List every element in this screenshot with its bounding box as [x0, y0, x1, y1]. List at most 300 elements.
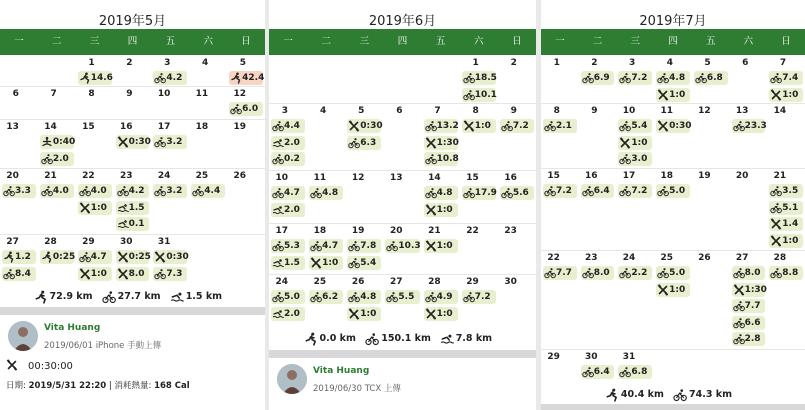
- day-number[interactable]: 10: [157, 89, 171, 99]
- activity-chip[interactable]: [271, 307, 305, 321]
- day-number[interactable]: 10: [275, 173, 289, 183]
- activity-value: 5.3: [284, 241, 300, 251]
- day-number[interactable]: 6: [396, 106, 403, 116]
- weekday-label: 一: [555, 36, 565, 47]
- month-panel: [541, 0, 805, 410]
- activity-chip[interactable]: [581, 266, 615, 280]
- day-number[interactable]: 26: [698, 253, 711, 263]
- day-number[interactable]: 20: [735, 171, 749, 181]
- activity-chip[interactable]: [581, 71, 615, 85]
- activity-chip[interactable]: [618, 266, 652, 280]
- month-title: 2019年6月: [368, 14, 437, 29]
- day-number[interactable]: 19: [351, 226, 365, 236]
- day-number[interactable]: 15: [82, 122, 95, 132]
- activity-chip[interactable]: [78, 184, 112, 198]
- activity-chip[interactable]: [271, 256, 305, 270]
- activity-value: 1:0: [474, 121, 491, 131]
- day-number[interactable]: 6: [12, 89, 19, 99]
- day-number[interactable]: 4: [319, 106, 327, 116]
- day-number[interactable]: 19: [233, 122, 247, 132]
- activity-chip[interactable]: [462, 186, 496, 200]
- day-number[interactable]: 3: [629, 58, 636, 68]
- day-number[interactable]: 30: [585, 352, 598, 362]
- activity-chip[interactable]: [500, 119, 534, 133]
- section-divider: [541, 404, 805, 410]
- activity-chip[interactable]: [271, 186, 305, 200]
- activity-chip[interactable]: [543, 184, 577, 198]
- day-number[interactable]: 31: [157, 237, 171, 247]
- day-number[interactable]: 24: [157, 171, 171, 181]
- activity-value: 18.5: [474, 73, 497, 83]
- activity-chip[interactable]: [347, 136, 381, 150]
- activity-value: 0:30: [128, 137, 151, 147]
- day-number[interactable]: 23: [119, 171, 133, 181]
- activity-chip[interactable]: [462, 88, 496, 102]
- activity-chip[interactable]: [656, 119, 690, 133]
- activity-chip[interactable]: [462, 71, 496, 85]
- activity-value: 2.8: [744, 334, 761, 344]
- activity-chip[interactable]: [116, 250, 150, 264]
- activity-value: 0:30: [360, 121, 383, 131]
- day-number[interactable]: 22: [466, 226, 479, 236]
- bicycle-icon: [310, 291, 322, 303]
- activity-chip[interactable]: [732, 299, 766, 313]
- activity-chip[interactable]: [309, 290, 343, 304]
- bicycle-icon: [117, 185, 129, 197]
- activity-chip[interactable]: [424, 152, 458, 166]
- activity-chip[interactable]: [78, 71, 112, 85]
- activity-chip[interactable]: [153, 135, 187, 149]
- activity-value: 6.0: [242, 104, 259, 114]
- activity-chip[interactable]: [618, 365, 652, 379]
- bicycle-icon: [770, 185, 782, 197]
- day-number[interactable]: 27: [735, 253, 749, 263]
- day-number[interactable]: 14: [773, 106, 787, 116]
- activity-chip[interactable]: [309, 186, 343, 200]
- month-totals: [269, 331, 536, 347]
- weekday-label: 二: [321, 36, 331, 47]
- dumbbell-icon: [117, 136, 129, 148]
- activity-chip[interactable]: [347, 256, 381, 270]
- activity-value: 10.3: [398, 241, 421, 251]
- activity-chip[interactable]: [2, 184, 36, 198]
- day-number[interactable]: 8: [88, 89, 95, 99]
- activity-chip[interactable]: [618, 184, 652, 198]
- activity-chip[interactable]: [271, 119, 305, 133]
- activity-chip[interactable]: [153, 267, 187, 281]
- day-number[interactable]: 12: [233, 89, 247, 99]
- activity-value: 6.3: [360, 137, 377, 148]
- bicycle-icon: [310, 240, 322, 252]
- activity-chip[interactable]: [271, 136, 305, 150]
- activity-chip[interactable]: [40, 184, 74, 198]
- activity-chip[interactable]: [116, 217, 150, 231]
- activity-value: 14.6: [90, 73, 113, 83]
- day-number[interactable]: 18: [313, 226, 327, 236]
- activity-chip[interactable]: [424, 203, 458, 217]
- day-number[interactable]: 18: [195, 122, 209, 132]
- activity-chip[interactable]: [347, 119, 381, 133]
- activity-value: 1:30: [436, 137, 459, 148]
- activity-chip[interactable]: [618, 136, 652, 150]
- bicycle-icon: [425, 291, 437, 303]
- activity-chip[interactable]: [618, 119, 652, 133]
- activity-chip[interactable]: [424, 136, 458, 150]
- activity-chip[interactable]: [424, 119, 458, 133]
- month-totals: [541, 387, 805, 403]
- activity-chip[interactable]: [656, 88, 690, 102]
- day-number[interactable]: 13: [389, 173, 403, 183]
- bicycle-icon: [619, 185, 631, 197]
- activity-chip[interactable]: [769, 71, 803, 85]
- bicycle-icon: [79, 185, 91, 197]
- activity-value: 3.3: [15, 186, 31, 196]
- activity-chip[interactable]: [229, 71, 263, 85]
- dumbbell-icon: [733, 284, 745, 296]
- day-number[interactable]: 21: [773, 171, 787, 181]
- activity-chip[interactable]: [732, 266, 766, 280]
- activity-chip[interactable]: [271, 152, 305, 166]
- weekday-label: 一: [14, 36, 24, 47]
- week-divider: [269, 103, 536, 104]
- activity-value: 5.0: [284, 292, 300, 302]
- day-number[interactable]: 9: [510, 106, 517, 116]
- day-number[interactable]: 11: [660, 106, 673, 116]
- day-number[interactable]: 8: [472, 106, 479, 116]
- bicycle-icon: [544, 267, 556, 279]
- activity-value: 1:0: [782, 89, 799, 100]
- week-divider: [0, 119, 265, 120]
- activity-value: 7.8: [360, 241, 377, 251]
- day-number[interactable]: 12: [698, 106, 711, 116]
- activity-chip[interactable]: [543, 119, 577, 133]
- weekday-label: 日: [512, 36, 522, 47]
- runner-icon: [3, 251, 15, 263]
- activity-chip[interactable]: [116, 135, 150, 149]
- bicycle-icon: [272, 240, 284, 252]
- activity-chip[interactable]: [769, 201, 803, 215]
- day-number[interactable]: 10: [622, 106, 636, 116]
- activity-chip[interactable]: [462, 290, 496, 304]
- activity-chip[interactable]: [271, 290, 305, 304]
- activity-chip[interactable]: [732, 332, 766, 346]
- activity-value: 8.8: [782, 268, 799, 278]
- day-number[interactable]: 4: [201, 58, 209, 68]
- week-divider: [0, 168, 265, 169]
- day-number[interactable]: 11: [313, 173, 327, 183]
- day-number[interactable]: 21: [44, 171, 57, 181]
- day-number[interactable]: 23: [585, 253, 598, 263]
- bicycle-icon: [501, 187, 513, 199]
- activity-chip[interactable]: [581, 184, 615, 198]
- day-number[interactable]: 1: [472, 58, 479, 68]
- dumbbell-icon: [348, 120, 360, 132]
- day-number[interactable]: 23: [504, 226, 517, 236]
- activity-value: 5.4: [360, 257, 377, 268]
- day-number[interactable]: 4: [666, 58, 673, 68]
- day-number[interactable]: 28: [773, 253, 787, 263]
- activity-value: 6.6: [744, 317, 761, 328]
- activity-chip[interactable]: [347, 239, 381, 253]
- day-number[interactable]: 28: [428, 277, 441, 287]
- runner-icon: [230, 72, 242, 84]
- avatar[interactable]: [277, 364, 307, 394]
- activity-value: 42.4: [242, 73, 265, 83]
- day-number[interactable]: 27: [6, 237, 19, 247]
- day-number[interactable]: 7: [434, 106, 441, 116]
- activity-chip[interactable]: [271, 203, 305, 217]
- activity-chip[interactable]: [309, 256, 343, 270]
- day-number[interactable]: 16: [119, 122, 133, 132]
- swimmer-icon: [272, 308, 284, 320]
- day-number[interactable]: 15: [547, 171, 560, 181]
- day-number[interactable]: 17: [157, 122, 171, 132]
- activity-chip[interactable]: [78, 250, 112, 264]
- day-number[interactable]: 26: [351, 277, 365, 287]
- activity-chip[interactable]: [656, 266, 690, 280]
- week-divider: [541, 349, 805, 350]
- activity-value: 1:0: [360, 308, 377, 319]
- day-number[interactable]: 13: [735, 106, 749, 116]
- activity-chip[interactable]: [153, 184, 187, 198]
- day-number[interactable]: 18: [660, 171, 673, 181]
- weekday-label: 四: [668, 36, 678, 47]
- activity-chip[interactable]: [769, 184, 803, 198]
- day-number[interactable]: 16: [504, 173, 517, 183]
- bicycle-icon: [348, 257, 360, 269]
- activity-chip[interactable]: [618, 71, 652, 85]
- activity-value: 7.7: [556, 268, 572, 278]
- activity-chip[interactable]: [116, 184, 150, 198]
- day-number[interactable]: 2: [510, 58, 517, 68]
- day-number[interactable]: 3: [281, 106, 289, 116]
- activity-value: 1:0: [669, 284, 686, 295]
- runner-icon: [34, 290, 48, 304]
- day-number[interactable]: 12: [351, 173, 365, 183]
- dumbbell-icon: [770, 89, 782, 101]
- activity-chip[interactable]: [424, 239, 458, 253]
- dumbbell-icon: [425, 204, 437, 216]
- day-number[interactable]: 9: [591, 106, 598, 116]
- activity-date-line: [6, 379, 190, 391]
- activity-chip[interactable]: [271, 239, 305, 253]
- activity-chip[interactable]: [347, 290, 381, 304]
- activity-value: 4.4: [204, 186, 221, 196]
- day-number[interactable]: 31: [622, 352, 636, 362]
- bicycle-icon: [619, 267, 631, 279]
- activity-chip[interactable]: [769, 88, 803, 102]
- swimmer-icon: [272, 204, 284, 216]
- bicycle-icon: [619, 120, 631, 132]
- activity-value: 1:0: [782, 235, 799, 246]
- day-number[interactable]: 21: [428, 226, 441, 236]
- activity-chip[interactable]: [191, 184, 225, 198]
- day-number[interactable]: 17: [275, 226, 289, 236]
- bicycle-icon: [657, 267, 669, 279]
- activity-chip[interactable]: [581, 365, 615, 379]
- activity-chip[interactable]: [543, 266, 577, 280]
- bicycle-icon: [544, 120, 556, 132]
- activity-chip[interactable]: [78, 267, 112, 281]
- activity-chip[interactable]: [769, 234, 803, 248]
- day-number[interactable]: 6: [742, 58, 749, 68]
- activity-chip[interactable]: [229, 102, 263, 116]
- weekday-label: 六: [743, 36, 754, 47]
- day-number[interactable]: 8: [553, 106, 560, 116]
- activity-value: 0:30: [669, 121, 692, 131]
- activity-chip[interactable]: [732, 316, 766, 330]
- day-number[interactable]: 22: [82, 171, 95, 181]
- dumbbell-icon: [770, 218, 782, 230]
- avatar[interactable]: [8, 321, 38, 351]
- weekday-label: 三: [359, 36, 370, 47]
- bicycle-icon: [230, 103, 242, 115]
- day-number[interactable]: 30: [504, 277, 517, 287]
- week-divider: [269, 170, 536, 171]
- activity-value: 8.4: [15, 268, 31, 279]
- day-number[interactable]: 13: [6, 122, 19, 132]
- activity-chip[interactable]: [694, 71, 728, 85]
- weekday-label: 六: [203, 36, 213, 47]
- calorie-value: 168 Cal: [154, 381, 190, 391]
- activity-chip[interactable]: [347, 307, 381, 321]
- activity-chip[interactable]: [656, 71, 690, 85]
- bicycle-icon: [582, 366, 594, 378]
- activity-value: 10.1: [474, 89, 497, 100]
- day-number[interactable]: 1: [553, 58, 560, 68]
- day-number[interactable]: 11: [195, 89, 209, 99]
- day-number[interactable]: 25: [660, 253, 673, 263]
- activity-chip[interactable]: [385, 290, 419, 304]
- activity-chip[interactable]: [2, 267, 36, 281]
- day-number[interactable]: 17: [622, 171, 636, 181]
- activity-value: 7.4: [782, 73, 799, 83]
- activity-value: 1.5: [284, 257, 300, 268]
- activity-value: 4.0: [52, 186, 69, 196]
- activity-chip[interactable]: [153, 250, 187, 264]
- day-number[interactable]: 1: [88, 58, 95, 68]
- day-number[interactable]: 14: [44, 122, 57, 132]
- day-number[interactable]: 3: [164, 58, 171, 68]
- activity-value: 0.2: [284, 154, 300, 164]
- activity-value: 4.2: [128, 186, 145, 196]
- day-number[interactable]: 5: [239, 58, 247, 68]
- day-number[interactable]: 25: [195, 171, 209, 181]
- day-number[interactable]: 25: [313, 277, 327, 287]
- day-number[interactable]: 22: [547, 253, 560, 263]
- activity-chip[interactable]: [462, 119, 496, 133]
- bicycle-icon: [657, 185, 669, 197]
- activity-chip[interactable]: [618, 152, 652, 166]
- activity-value: 6.2: [322, 292, 339, 302]
- week-divider: [541, 250, 805, 251]
- day-number[interactable]: 7: [50, 89, 57, 99]
- weekday-label: 四: [127, 36, 138, 47]
- activity-chip[interactable]: [309, 239, 343, 253]
- day-number[interactable]: 26: [233, 171, 247, 181]
- dumbbell-icon: [657, 120, 669, 132]
- month-title: 2019年7月: [639, 14, 707, 29]
- day-number[interactable]: 5: [704, 58, 711, 68]
- activity-chip[interactable]: [385, 239, 419, 253]
- duration-row: [6, 359, 73, 372]
- activity-value: 2.0: [52, 153, 69, 164]
- day-number[interactable]: 20: [389, 226, 403, 236]
- weekday-label: 五: [435, 36, 446, 47]
- dumbbell-icon: [425, 308, 437, 320]
- bicycle-icon: [154, 136, 166, 148]
- day-number[interactable]: 2: [126, 58, 133, 68]
- day-number[interactable]: 28: [44, 237, 57, 247]
- activity-chip[interactable]: [116, 201, 150, 215]
- activity-chip[interactable]: [656, 184, 690, 198]
- activity-chip[interactable]: [424, 307, 458, 321]
- day-number[interactable]: 29: [466, 277, 479, 287]
- day-number[interactable]: 30: [119, 237, 133, 247]
- day-number[interactable]: 7: [779, 58, 787, 68]
- bicycle-icon: [425, 120, 437, 132]
- bicycle-icon: [272, 153, 284, 165]
- separator: |: [106, 381, 115, 391]
- activity-chip[interactable]: [769, 266, 803, 280]
- week-divider: [269, 274, 536, 275]
- bicycle-icon: [733, 267, 745, 279]
- username[interactable]: Vita Huang: [313, 366, 370, 376]
- day-number[interactable]: 27: [389, 277, 403, 287]
- day-number[interactable]: 9: [126, 89, 133, 99]
- day-number[interactable]: 29: [547, 352, 560, 362]
- date-value: 2019/5/31 22:20: [28, 381, 107, 391]
- day-number[interactable]: 2: [591, 58, 598, 68]
- weekday-label: 三: [630, 36, 641, 47]
- activity-chip[interactable]: [732, 283, 766, 297]
- activity-chip[interactable]: [116, 267, 150, 281]
- activity-chip[interactable]: [732, 119, 766, 133]
- activity-value: 8.0: [593, 268, 610, 278]
- activity-chip[interactable]: [153, 71, 187, 85]
- day-number[interactable]: 24: [275, 277, 289, 287]
- activity-chip[interactable]: [40, 250, 74, 264]
- activity-chip[interactable]: [424, 186, 458, 200]
- swimmer-icon: [440, 332, 454, 346]
- activity-chip[interactable]: [2, 250, 36, 264]
- activity-chip[interactable]: [500, 186, 534, 200]
- activity-chip[interactable]: [78, 201, 112, 215]
- day-number[interactable]: 14: [428, 173, 441, 183]
- day-number[interactable]: 19: [698, 171, 711, 181]
- activity-value: 1:30: [744, 284, 767, 295]
- bicycle-icon: [582, 72, 594, 84]
- activity-value: 1:0: [669, 89, 686, 100]
- day-number[interactable]: 5: [358, 106, 365, 116]
- username[interactable]: Vita Huang: [44, 323, 101, 333]
- day-number[interactable]: 16: [585, 171, 598, 181]
- activity-chip[interactable]: [769, 217, 803, 231]
- activity-chip[interactable]: [40, 152, 74, 166]
- dumbbell-icon: [6, 359, 18, 371]
- activity-chip[interactable]: [656, 283, 690, 297]
- day-number[interactable]: 24: [622, 253, 636, 263]
- bicycle-icon: [582, 185, 594, 197]
- activity-chip[interactable]: [40, 135, 74, 149]
- activity-value: 7.7: [744, 301, 761, 311]
- weekday-label: 二: [52, 36, 62, 47]
- day-number[interactable]: 15: [466, 173, 479, 183]
- day-number[interactable]: 29: [82, 237, 95, 247]
- day-number[interactable]: 20: [6, 171, 19, 181]
- bicycle-icon: [582, 267, 594, 279]
- activity-chip[interactable]: [424, 290, 458, 304]
